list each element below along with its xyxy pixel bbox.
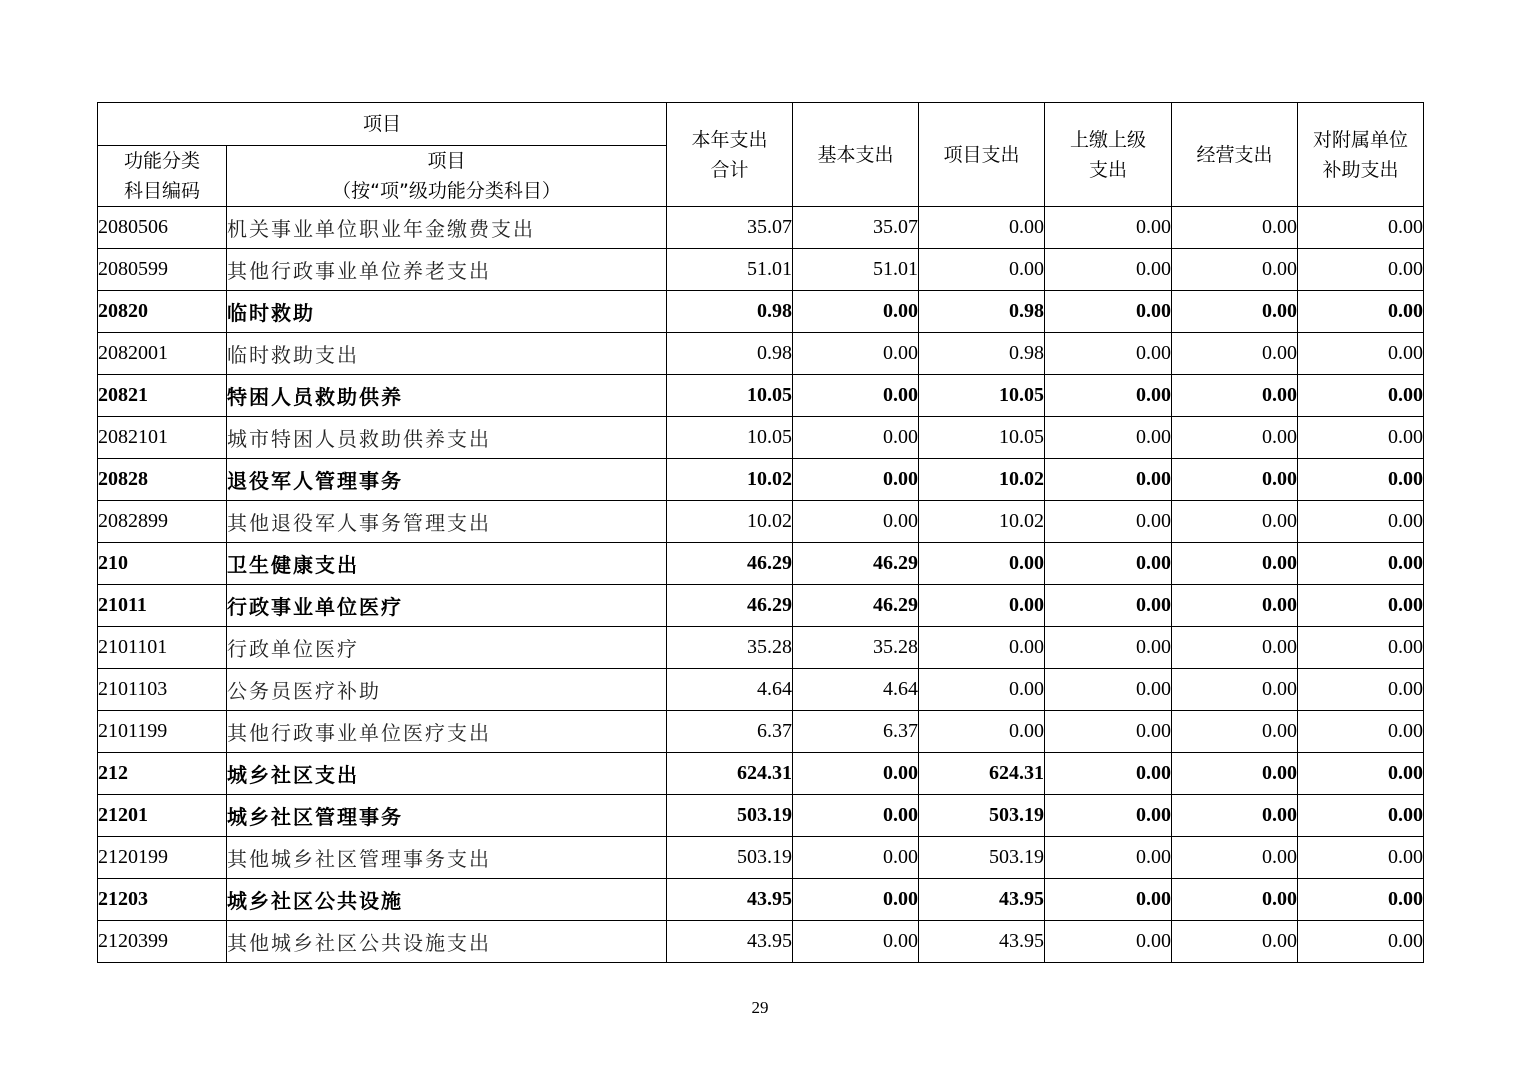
row-subsidy: 0.00	[1298, 795, 1424, 837]
row-code: 2101103	[98, 669, 227, 711]
row-code: 2082899	[98, 501, 227, 543]
row-operating: 0.00	[1172, 501, 1298, 543]
row-basic: 35.28	[793, 627, 919, 669]
row-subsidy: 0.00	[1298, 669, 1424, 711]
row-total: 46.29	[667, 543, 793, 585]
header-remit-line1: 上缴上级	[1070, 128, 1147, 151]
header-subsidy	[1298, 103, 1424, 207]
page-number: 29	[751, 998, 769, 1017]
row-operating: 0.00	[1172, 291, 1298, 333]
row-code: 2082001	[98, 333, 227, 375]
row-basic: 0.00	[793, 417, 919, 459]
row-name: 行政事业单位医疗	[227, 585, 667, 627]
header-name	[227, 146, 667, 207]
row-remit: 0.00	[1045, 207, 1172, 249]
row-remit: 0.00	[1045, 585, 1172, 627]
row-operating: 0.00	[1172, 879, 1298, 921]
header-code	[98, 146, 227, 207]
row-subsidy: 0.00	[1298, 459, 1424, 501]
row-name: 其他行政事业单位医疗支出	[227, 711, 667, 753]
row-total: 0.98	[667, 291, 793, 333]
row-total: 43.95	[667, 879, 793, 921]
row-total: 35.28	[667, 627, 793, 669]
row-basic: 0.00	[793, 333, 919, 375]
row-total: 624.31	[667, 753, 793, 795]
header-name-line1: 项目	[427, 150, 466, 172]
row-code: 2101101	[98, 627, 227, 669]
row-project: 43.95	[919, 921, 1045, 963]
row-total: 0.98	[667, 333, 793, 375]
row-name: 退役军人管理事务	[227, 459, 667, 501]
row-operating: 0.00	[1172, 711, 1298, 753]
row-remit: 0.00	[1045, 543, 1172, 585]
row-project: 0.00	[919, 207, 1045, 249]
row-project: 10.02	[919, 459, 1045, 501]
table-row	[98, 879, 1424, 921]
row-code: 2082101	[98, 417, 227, 459]
row-remit: 0.00	[1045, 501, 1172, 543]
row-code: 2120399	[98, 921, 227, 963]
row-operating: 0.00	[1172, 753, 1298, 795]
row-remit: 0.00	[1045, 627, 1172, 669]
row-code: 20828	[98, 459, 227, 501]
row-basic: 0.00	[793, 753, 919, 795]
row-operating: 0.00	[1172, 207, 1298, 249]
table-row	[98, 501, 1424, 543]
row-total: 10.05	[667, 375, 793, 417]
row-remit: 0.00	[1045, 879, 1172, 921]
row-basic: 35.07	[793, 207, 919, 249]
expenditure-table	[97, 102, 1424, 963]
table-row	[98, 333, 1424, 375]
row-name: 其他行政事业单位养老支出	[227, 249, 667, 291]
row-total: 46.29	[667, 585, 793, 627]
row-project: 0.00	[919, 543, 1045, 585]
header-remit-line2: 支出	[1089, 158, 1128, 181]
table-body	[98, 207, 1424, 963]
row-subsidy: 0.00	[1298, 753, 1424, 795]
row-subsidy: 0.00	[1298, 501, 1424, 543]
row-total: 10.02	[667, 501, 793, 543]
header-total-line1: 本年支出	[691, 128, 768, 151]
table-row	[98, 375, 1424, 417]
row-name: 临时救助	[227, 291, 667, 333]
row-basic: 4.64	[793, 669, 919, 711]
row-code: 2080599	[98, 249, 227, 291]
row-code: 21011	[98, 585, 227, 627]
row-name: 其他城乡社区公共设施支出	[227, 921, 667, 963]
table-header	[98, 103, 1424, 207]
row-basic: 51.01	[793, 249, 919, 291]
row-remit: 0.00	[1045, 249, 1172, 291]
header-basic: 基本支出	[793, 103, 919, 207]
row-subsidy: 0.00	[1298, 837, 1424, 879]
table-row	[98, 921, 1424, 963]
row-basic: 0.00	[793, 921, 919, 963]
row-project: 0.00	[919, 249, 1045, 291]
row-subsidy: 0.00	[1298, 627, 1424, 669]
row-total: 4.64	[667, 669, 793, 711]
table-row	[98, 249, 1424, 291]
row-name: 城乡社区公共设施	[227, 879, 667, 921]
row-subsidy: 0.00	[1298, 333, 1424, 375]
row-subsidy: 0.00	[1298, 417, 1424, 459]
row-project: 0.00	[919, 585, 1045, 627]
table-row	[98, 795, 1424, 837]
row-subsidy: 0.00	[1298, 921, 1424, 963]
row-name: 卫生健康支出	[227, 543, 667, 585]
row-basic: 0.00	[793, 375, 919, 417]
row-basic: 0.00	[793, 795, 919, 837]
row-operating: 0.00	[1172, 627, 1298, 669]
row-subsidy: 0.00	[1298, 375, 1424, 417]
row-operating: 0.00	[1172, 921, 1298, 963]
table-row	[98, 669, 1424, 711]
row-name: 城乡社区支出	[227, 753, 667, 795]
header-operating: 经营支出	[1172, 103, 1298, 207]
row-basic: 46.29	[793, 585, 919, 627]
row-basic: 46.29	[793, 543, 919, 585]
header-subsidy-line2: 补助支出	[1322, 158, 1399, 181]
row-remit: 0.00	[1045, 837, 1172, 879]
header-subsidy-line1: 对附属单位	[1313, 128, 1409, 151]
row-remit: 0.00	[1045, 459, 1172, 501]
row-project: 10.05	[919, 375, 1045, 417]
row-remit: 0.00	[1045, 375, 1172, 417]
row-name: 行政单位医疗	[227, 627, 667, 669]
table-row	[98, 711, 1424, 753]
row-project: 0.98	[919, 333, 1045, 375]
row-code: 21203	[98, 879, 227, 921]
header-name-line2: （按“项”级功能分类科目）	[332, 180, 561, 202]
row-code: 2101199	[98, 711, 227, 753]
row-remit: 0.00	[1045, 417, 1172, 459]
row-code: 2080506	[98, 207, 227, 249]
row-remit: 0.00	[1045, 291, 1172, 333]
row-basic: 0.00	[793, 291, 919, 333]
row-subsidy: 0.00	[1298, 879, 1424, 921]
row-code: 20821	[98, 375, 227, 417]
row-code: 2120199	[98, 837, 227, 879]
row-project: 0.00	[919, 711, 1045, 753]
row-name: 公务员医疗补助	[227, 669, 667, 711]
row-project: 503.19	[919, 795, 1045, 837]
row-project: 10.05	[919, 417, 1045, 459]
header-remit	[1045, 103, 1172, 207]
row-project: 0.00	[919, 627, 1045, 669]
row-operating: 0.00	[1172, 795, 1298, 837]
row-name: 其他退役军人事务管理支出	[227, 501, 667, 543]
table-row	[98, 459, 1424, 501]
row-basic: 0.00	[793, 501, 919, 543]
table-row	[98, 207, 1424, 249]
row-subsidy: 0.00	[1298, 543, 1424, 585]
row-code: 212	[98, 753, 227, 795]
row-basic: 6.37	[793, 711, 919, 753]
row-basic: 0.00	[793, 837, 919, 879]
row-remit: 0.00	[1045, 921, 1172, 963]
row-remit: 0.00	[1045, 753, 1172, 795]
row-name: 城市特困人员救助供养支出	[227, 417, 667, 459]
table-row	[98, 627, 1424, 669]
row-operating: 0.00	[1172, 585, 1298, 627]
row-operating: 0.00	[1172, 333, 1298, 375]
header-total	[667, 103, 793, 207]
row-subsidy: 0.00	[1298, 207, 1424, 249]
row-total: 51.01	[667, 249, 793, 291]
row-remit: 0.00	[1045, 795, 1172, 837]
row-total: 10.05	[667, 417, 793, 459]
row-project: 0.00	[919, 669, 1045, 711]
row-total: 43.95	[667, 921, 793, 963]
row-name: 城乡社区管理事务	[227, 795, 667, 837]
row-basic: 0.00	[793, 459, 919, 501]
row-operating: 0.00	[1172, 837, 1298, 879]
row-project: 10.02	[919, 501, 1045, 543]
header-code-line2: 科目编码	[123, 180, 200, 202]
table-row	[98, 585, 1424, 627]
row-name: 特困人员救助供养	[227, 375, 667, 417]
row-project: 624.31	[919, 753, 1045, 795]
row-total: 6.37	[667, 711, 793, 753]
row-operating: 0.00	[1172, 669, 1298, 711]
row-total: 35.07	[667, 207, 793, 249]
row-total: 10.02	[667, 459, 793, 501]
row-total: 503.19	[667, 795, 793, 837]
row-operating: 0.00	[1172, 543, 1298, 585]
header-project: 项目支出	[919, 103, 1045, 207]
row-remit: 0.00	[1045, 669, 1172, 711]
table-row	[98, 753, 1424, 795]
row-name: 临时救助支出	[227, 333, 667, 375]
row-operating: 0.00	[1172, 249, 1298, 291]
row-code: 21201	[98, 795, 227, 837]
row-name: 其他城乡社区管理事务支出	[227, 837, 667, 879]
row-name: 机关事业单位职业年金缴费支出	[227, 207, 667, 249]
row-project: 0.98	[919, 291, 1045, 333]
header-project-group: 项目	[98, 103, 667, 146]
row-subsidy: 0.00	[1298, 711, 1424, 753]
row-operating: 0.00	[1172, 375, 1298, 417]
row-subsidy: 0.00	[1298, 249, 1424, 291]
row-subsidy: 0.00	[1298, 585, 1424, 627]
row-project: 503.19	[919, 837, 1045, 879]
row-project: 43.95	[919, 879, 1045, 921]
row-subsidy: 0.00	[1298, 291, 1424, 333]
row-operating: 0.00	[1172, 459, 1298, 501]
header-total-line2: 合计	[710, 158, 749, 181]
header-code-line1: 功能分类	[123, 150, 200, 172]
row-code: 210	[98, 543, 227, 585]
row-code: 20820	[98, 291, 227, 333]
row-total: 503.19	[667, 837, 793, 879]
table-row	[98, 543, 1424, 585]
table-row	[98, 837, 1424, 879]
row-remit: 0.00	[1045, 711, 1172, 753]
row-remit: 0.00	[1045, 333, 1172, 375]
row-basic: 0.00	[793, 879, 919, 921]
table-row	[98, 417, 1424, 459]
row-operating: 0.00	[1172, 417, 1298, 459]
table-row	[98, 291, 1424, 333]
